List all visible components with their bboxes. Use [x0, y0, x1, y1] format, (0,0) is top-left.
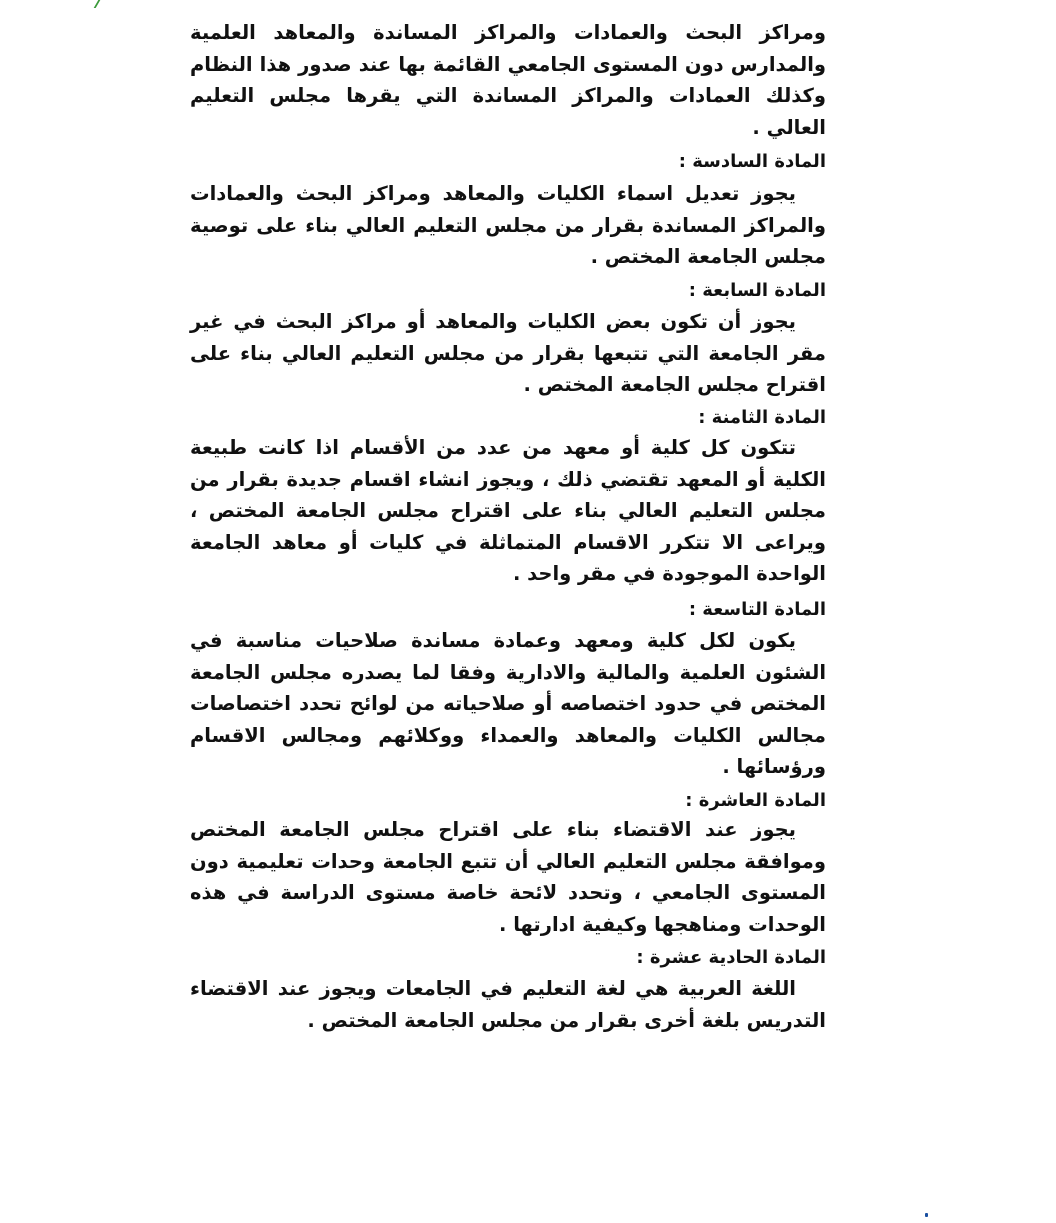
article-6-heading: المادة السادسة : [678, 151, 826, 172]
article-8-body: تتكون كل كلية أو معهد من عدد من الأقسام اذا كانت طبيعة الكلية أو المعهد تقتضي ذلك ، ويجوز انشاء اقسام جديدة بقرار من مجلس التعليم العالي بناء على اقتراح مجلس الجامعة المختص ، ويراعى الا تتكرر الاقسام المتماثلة في كليات أو معاهد الجامعة الواحدة الموجودة في مقر واحد . [190, 436, 826, 585]
article-7-body-block [190, 306, 826, 401]
article-9-body: يكون لكل كلية ومعهد وعمادة مساندة صلاحيات مناسبة في الشئون العلمية والمالية والادارية وفقا لما يصدره مجلس الجامعة المختص في حدود اختصاصه أو صلاحياته من لوائح تحدد اختصاصات مجالس الكليات والمعاهد والعمداء ووكلائهم ومجالس الاقسام ورؤسائها . [190, 629, 826, 778]
article-9-heading: المادة التاسعة : [688, 599, 826, 620]
article-11-body-block [190, 973, 826, 1036]
article-11-heading: المادة الحادية عشرة : [636, 947, 826, 968]
article-7-body: يجوز أن تكون بعض الكليات والمعاهد أو مراكز البحث في غير مقر الجامعة التي تتبعها بقرار من مجلس التعليم العالي بناء على اقتراح مجلس الجامعة المختص . [190, 310, 826, 396]
intro-paragraph: ومراكز البحث والعمادات والمراكز المساندة والمعاهد العلمية والمدارس دون المستوى الجامعي القائمة بها عند صدور هذا النظام وكذلك العمادات والمراكز المساندة التي يقرها مجلس التعليم العالي . [190, 21, 826, 139]
article-6-body: يجوز تعديل اسماء الكليات والمعاهد ومراكز البحث والعمادات والمراكز المساندة بقرار من مجلس التعليم العالي بناء على توصية مجلس الجامعة المختص . [190, 182, 826, 268]
corner-scan-mark [94, 0, 111, 8]
article-10-heading: المادة العاشرة : [685, 790, 826, 811]
scan-speck [925, 1213, 928, 1217]
article-6-body-block [190, 178, 826, 273]
intro-paragraph-block [190, 17, 826, 143]
article-11-body: اللغة العربية هي لغة التعليم في الجامعات ويجوز عند الاقتضاء التدريس بلغة أخرى بقرار من مجلس الجامعة المختص . [190, 977, 826, 1032]
article-10-body-block [190, 814, 826, 940]
article-8-body-block [190, 432, 826, 590]
article-9-body-block [190, 625, 826, 783]
article-7-heading: المادة السابعة : [688, 280, 826, 301]
article-8-heading: المادة الثامنة : [698, 407, 826, 428]
article-10-body: يجوز عند الاقتضاء بناء على اقتراح مجلس الجامعة المختص وموافقة مجلس التعليم العالي أن تتبع الجامعة وحدات تعليمية دون المستوى الجامعي ، وتحدد لائحة خاصة مستوى الدراسة في هذه الوحدات ومناهجها وكيفية ادارتها . [190, 818, 826, 936]
